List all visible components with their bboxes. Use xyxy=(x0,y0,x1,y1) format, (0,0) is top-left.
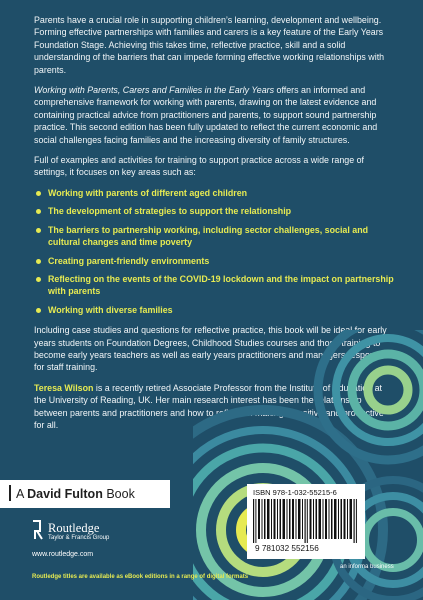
publisher-suffix: Book xyxy=(106,487,135,501)
book-title: Working with Parents, Carers and Families in the Early Years xyxy=(34,85,275,96)
bullet-item: Creating parent-friendly environments xyxy=(34,255,394,267)
decorative-circles xyxy=(193,330,423,600)
routledge-website: www.routledge.com xyxy=(32,551,94,558)
description-text: offers an informed and comprehensive framework for working with parents, drawing on the latest evidence and containing practical advice from practitioners and parents, to support sound partnership practice. This second edition has been fully updated to reflect the current economic and social challenges facing families and the increasing diversity of family structures. xyxy=(34,85,378,145)
barcode-box xyxy=(247,484,365,559)
routledge-logo-icon xyxy=(32,520,43,540)
publisher-banner xyxy=(0,480,170,508)
routledge-name: Routledge xyxy=(48,521,100,535)
routledge-subtitle: Taylor & Francis Group xyxy=(48,535,110,541)
key-areas-list xyxy=(34,187,394,316)
closing-paragraph: Including case studies and questions for reflective practice, this book will be ideal for early years students on Foundation Degrees, Childhood Studies courses and those training to become early years teachers as well as early years practitioners and managers responsible for staff training. xyxy=(34,325,394,373)
description-paragraph xyxy=(34,84,394,146)
concentric-circles-graphic xyxy=(193,330,423,600)
bullet-item: Reflecting on the events of the COVID-19 lockdown and the impact on partnership with parents xyxy=(34,273,394,298)
isbn-text: ISBN 978-1-032-55215-6 xyxy=(253,488,337,497)
bullet-item: The barriers to partnership working, including sector challenges, social and cultural changes and time poverty xyxy=(34,224,394,249)
focus-paragraph: Full of examples and activities for training to support practice across a wide range of settings, it focuses on key areas such as: xyxy=(34,155,365,178)
publisher-text xyxy=(16,487,135,501)
bullet-item: Working with diverse families xyxy=(34,304,394,316)
ebook-footnote: Routledge titles are available as eBook editions in a range of digital formats xyxy=(32,574,249,580)
informa-text: an informa business xyxy=(340,564,394,570)
bullet-item: The development of strategies to support the relationship xyxy=(34,205,394,217)
author-name: Teresa Wilson xyxy=(34,382,94,393)
intro-paragraph: Parents have a crucial role in supporting children’s learning, development and wellbeing. Forming effective partnerships with families and carers is a key feature of the Early Years Foundation Stage. Achieving this takes time, reflective practice, skill and a solid understanding of the barriers that can impede forming effective working relationships with parents. xyxy=(34,15,385,75)
barcode-number: 9 781032 552156 xyxy=(255,544,319,553)
bookmark-icon xyxy=(8,485,16,501)
bullet-item: Working with parents of different aged children xyxy=(34,187,394,199)
publisher-prefix: A xyxy=(16,487,24,501)
author-bio: is a recently retired Associate Professor from the Institute of Education at the University of Reading, UK. Her main research interest has been the relationship between parents and practitioners and how to reflect on making it positive and productive for all. xyxy=(34,382,384,430)
barcode-graphic xyxy=(253,499,359,543)
publisher-name: David Fulton xyxy=(27,487,103,501)
